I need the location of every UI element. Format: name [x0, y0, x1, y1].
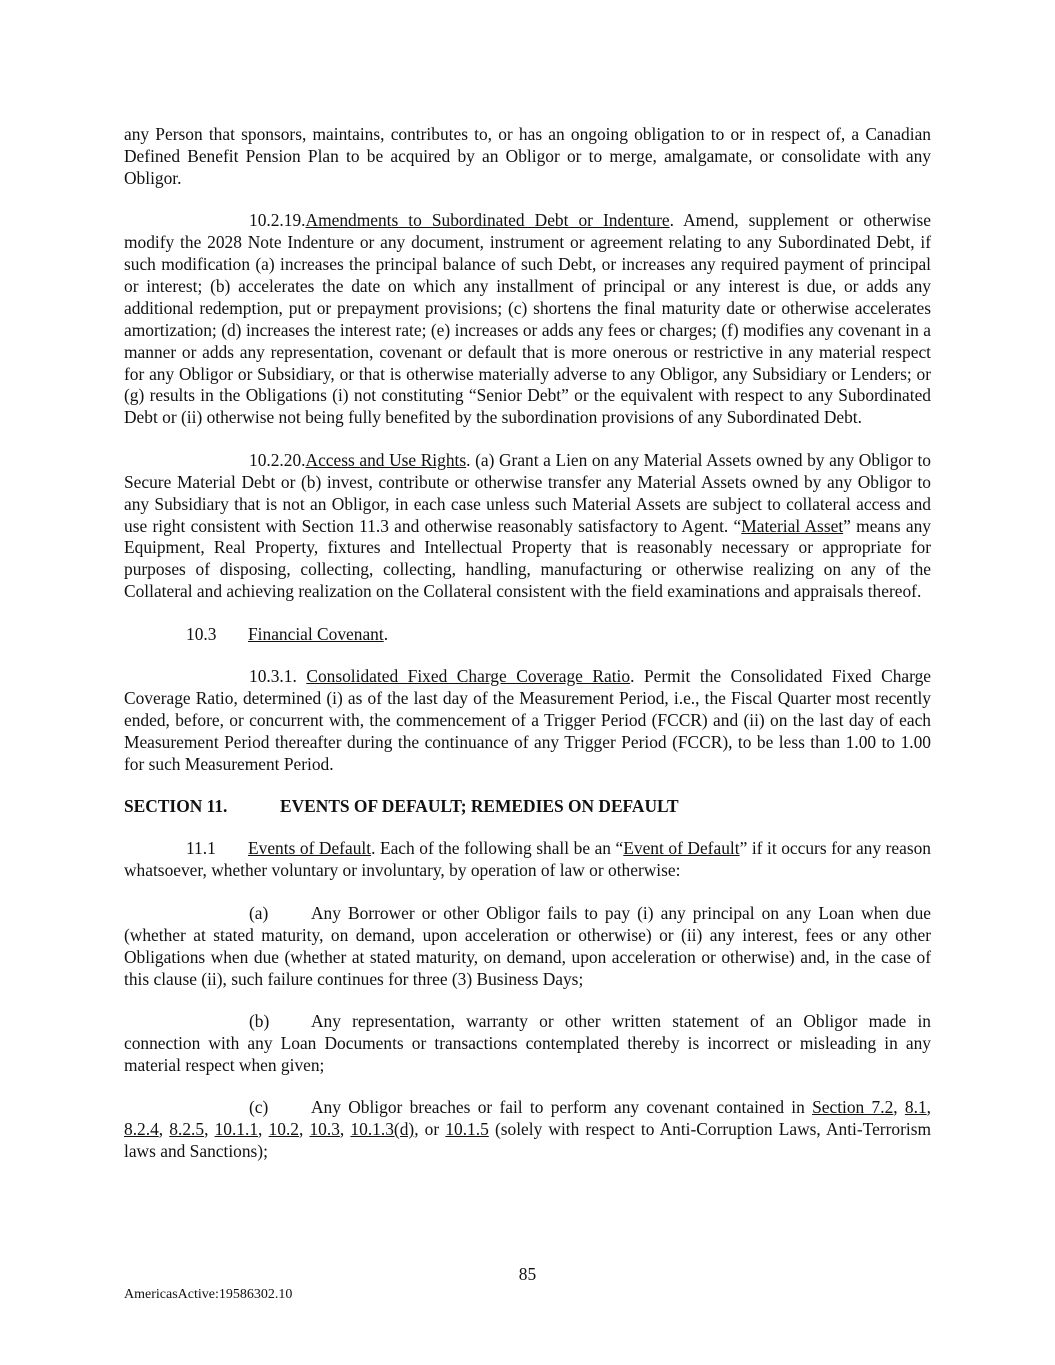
document-page: [124, 124, 931, 1183]
separator: ,: [298, 1119, 310, 1140]
separator: ,: [258, 1119, 269, 1140]
clause-a: [124, 903, 931, 991]
document-id: AmericasActive:19586302.10: [124, 1287, 293, 1302]
section-reference-link[interactable]: 10.2: [268, 1119, 299, 1140]
section-reference-link[interactable]: 8.1: [904, 1097, 927, 1118]
section-body: ” if it occurs for any reason whatsoever, whether voluntary or involuntary, by operation of law or otherwise:: [124, 838, 931, 881]
section-10-2-19: [124, 210, 931, 429]
section-10-2-20: [124, 450, 931, 603]
section-reference-link[interactable]: Section 7.2: [812, 1097, 894, 1118]
section-heading: Events of Default: [248, 838, 372, 859]
clause-body: Any representation, warranty or other written statement of an Obligor made in connection with any Loan Documents or transactions contemplated thereby is incorrect or misleading in any material respect when given;: [124, 1010, 931, 1075]
section-10-3-1: [124, 666, 931, 776]
section-body: ” means any Equipment, Real Property, fixtures and Intellectual Property that is reasonably necessary or appropriate for purposes of disposing, collecting, collecting, handling, manufacturing or otherwise realizing on any of the Collateral and achieving realization on the Collateral consistent with the field examinations and appraisals thereof.: [124, 515, 931, 602]
clause-b: [124, 1011, 931, 1077]
section-number: 10.3: [186, 623, 217, 644]
separator: ,: [204, 1119, 215, 1140]
section-body: . Each of the following shall be an “: [371, 838, 624, 859]
clause-body: (solely with respect to Anti-Corruption Laws, Anti-Terrorism laws and Sanctions);: [124, 1119, 931, 1161]
section-number: 10.2.20.: [249, 449, 306, 470]
separator: ,: [339, 1119, 351, 1140]
section-body: . Amend, supplement or otherwise modify the 2028 Note Indenture or any document, instrument or agreement relating to any Subordinated Debt, if such modification (a) increases the principal balance of such Debt, or increases any required payment of principal or interest; (b) accelerates the date on which any installment of principal or any interest is due, or adds any additional redemption, put or prepayment provisions; (c) shortens the final maturity date or otherwise accelerates amortization; (d) increases the interest rate; (e) increases or adds any fees or charges; (f) modifies any covenant in a manner or adds any representation, covenant or default that is more onerous or restrictive in any material respect for any Obligor or Subsidiary, or that is otherwise materially adverse to any Obligor, any Subsidiary or Lenders; or (g) results in the Obligations (i) not constituting “Senior Debt” or the equivalent with respect to any Subordinated Debt or (ii) otherwise not being fully benefited by the subordination provisions of any Subordinated Debt.: [124, 210, 931, 428]
section-reference-link[interactable]: 8.2.5: [169, 1119, 205, 1140]
clause-body: Any Borrower or other Obligor fails to pay (i) any principal on any Loan when due (whether at stated maturity, on demand, upon acceleration or otherwise) or (ii) any interest, fees or any other Obligations when due (whether at stated maturity, on demand, upon acceleration or otherwise) and, in the case of this clause (ii), such failure continues for three (3) Business Days;: [124, 902, 931, 989]
clause-label: (c): [249, 1097, 269, 1118]
clause-c: [124, 1097, 931, 1163]
section-number: 10.3.1.: [249, 666, 297, 687]
paragraph-continuation: any Person that sponsors, maintains, contributes to, or has an ongoing obligation to or in respect of, a Canadian Defined Benefit Pension Plan to be acquired by an Obligor or to merge, amalgamate, or consolidate with any Obligor.: [124, 124, 931, 188]
clause-label: (b): [249, 1010, 270, 1031]
section-reference-link[interactable]: 10.1.1: [214, 1119, 259, 1140]
clause-label: (a): [249, 902, 269, 923]
section-reference-link[interactable]: 10.1.5: [445, 1119, 489, 1140]
section-heading: Access and Use Rights: [305, 449, 467, 470]
section-11-heading: [124, 796, 931, 818]
page-number: 85: [518, 1264, 537, 1284]
section-reference-link[interactable]: 8.2.4: [124, 1119, 159, 1140]
section-heading: Amendments to Subordinated Debt or Indenture: [305, 210, 670, 231]
separator: ,: [893, 1097, 905, 1118]
separator: ,: [926, 1097, 932, 1118]
section-reference-link[interactable]: 10.1.3(d): [350, 1119, 415, 1140]
section-body: . Permit the Consolidated Fixed Charge Coverage Ratio, determined (i) as of the last day of the Measurement Period, i.e., the Fiscal Quarter most recently ended, before, or concurrent with, the commencement of a Trigger Period (FCCR) and (ii) on the last day of each Measurement Period thereafter during the continuance of any Trigger Period (FCCR), to be less than 1.00 to 1.00 for such Measurement Period.: [124, 666, 931, 774]
section-body: . (a) Grant a Lien on any Material Assets owned by any Obligor to Secure Material Debt or (b) invest, contribute or otherwise transfer any Material Assets owned by any Obligor to any Subsidiary that is not an Obligor, in each case unless such Material Assets are subject to collateral access and use right consistent with Section 11.3 and otherwise reasonably satisfactory to Agent. “: [124, 449, 932, 536]
separator: ,: [158, 1119, 170, 1140]
separator: , or: [414, 1119, 446, 1140]
section-number: SECTION 11.: [124, 796, 228, 817]
section-reference-link[interactable]: 10.3: [309, 1119, 340, 1140]
section-11-1: [124, 838, 931, 882]
defined-term: Material Asset: [741, 515, 844, 536]
section-title: EVENTS OF DEFAULT; REMEDIES ON DEFAULT: [280, 796, 679, 817]
section-number: 10.2.19.: [249, 210, 306, 231]
section-number: 11.1: [186, 838, 216, 859]
section-punct: .: [383, 623, 389, 644]
section-10-3: [124, 624, 931, 646]
clause-body: Any Obligor breaches or fail to perform any covenant contained in: [311, 1097, 813, 1118]
defined-term: Event of Default: [623, 838, 740, 859]
section-heading: Consolidated Fixed Charge Coverage Ratio: [306, 666, 631, 687]
section-heading: Financial Covenant: [248, 623, 384, 644]
